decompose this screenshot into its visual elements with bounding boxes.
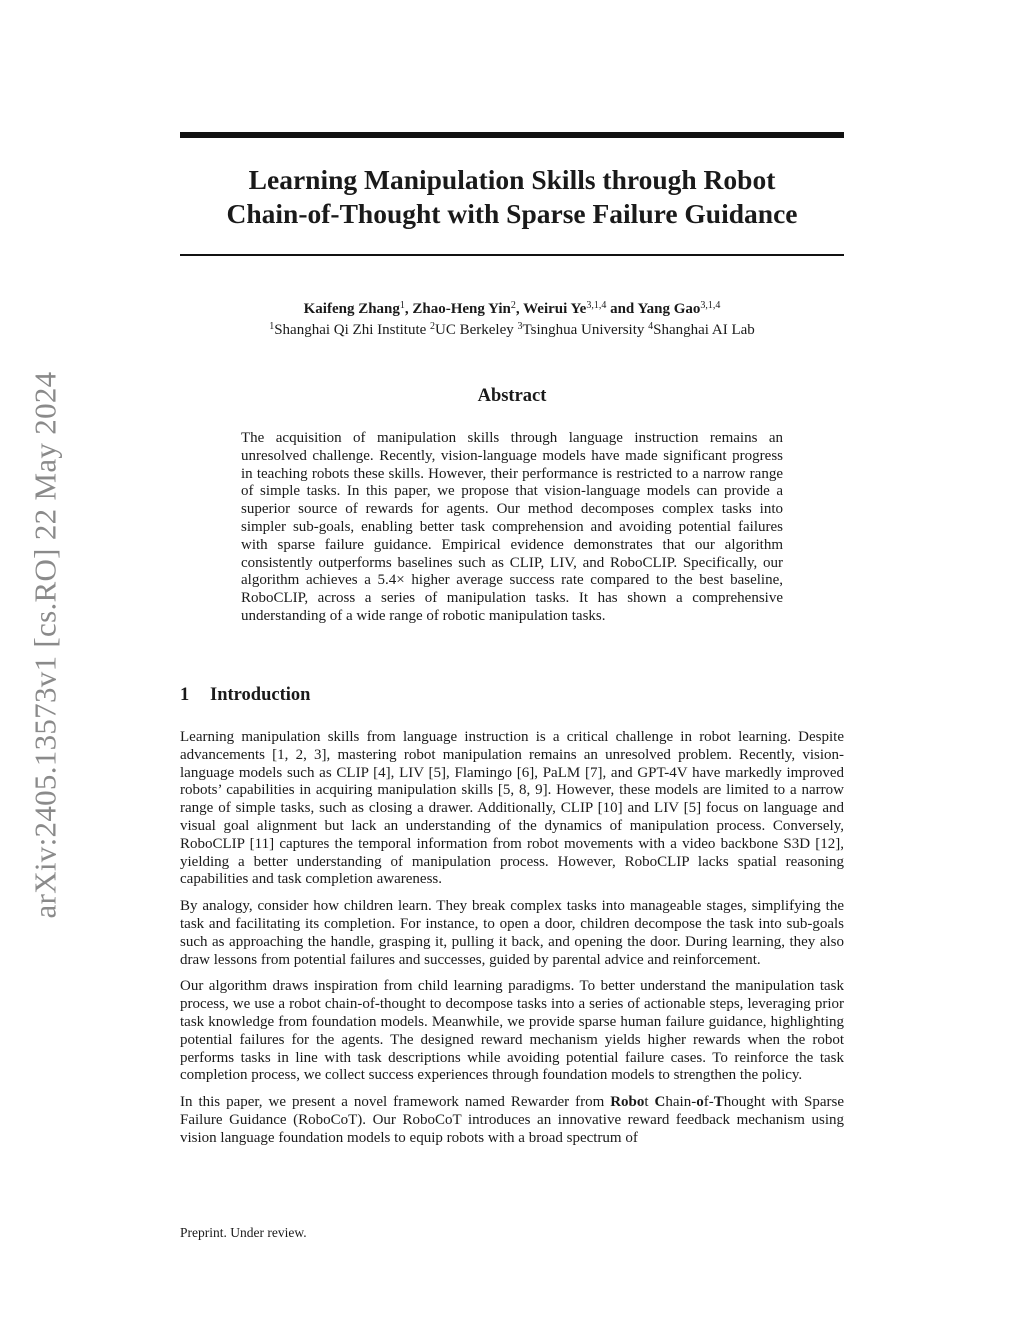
author-separator: , (515, 301, 524, 317)
framework-name-part: C (654, 1094, 666, 1111)
author-affiliation-marker: 3,1,4 (586, 300, 607, 311)
author-name: Zhao-Heng Yin (412, 301, 511, 317)
arxiv-identifier-sidebar (20, 345, 70, 945)
abstract-text: The acquisition of manipulation skills through language instruction remains an unresolved challenge. Recently, vision-language models have made significant progress in teaching robots these skills. However, their performance is restricted to a narrow range of simple tasks. In this paper, we propose that vision-language models can provide a superior source of rewards for agents. Our method decomposes complex tasks into simpler sub-goals, enabling better task comprehension and avoiding potential failures with sparse failure guidance. Empirical evidence demonstrates that our algorithm consistently outperforms baselines such as CLIP, LIV, and RoboCLIP. Specifically, our algorithm achieves a 5.4× higher average success rate compared to the best baseline, RoboCLIP, across a series of manipulation tasks. It has shown a comprehensive understanding of a wide range of robotic manipulation tasks. (241, 430, 783, 624)
affiliation-marker: 4 (648, 321, 654, 332)
affiliation-marker: 3 (517, 321, 523, 332)
arxiv-identifier: arXiv:2405.13573v1 [cs.RO] 22 May 2024 (27, 371, 63, 919)
abstract-heading: Abstract (477, 386, 547, 406)
framework-name-part: T (713, 1094, 724, 1111)
section-heading-introduction (180, 685, 310, 706)
paragraph (180, 1094, 844, 1147)
affiliation-marker: 2 (430, 321, 436, 332)
author-separator: and (606, 301, 638, 317)
section-number: 1 (180, 685, 190, 705)
title-line-2: Chain-of-Thought with Sparse Failure Guidance (226, 198, 798, 229)
affiliation-name: Shanghai AI Lab (653, 322, 755, 338)
affiliation-name: Shanghai Qi Zhi Institute (274, 322, 431, 338)
author-name: Kaifeng Zhang (303, 301, 400, 317)
paragraph-lead: In this paper, we present a novel framework named Rewarder from (180, 1094, 611, 1111)
title-rule-top (180, 132, 844, 138)
framework-name-part: t (644, 1094, 655, 1111)
framework-name-part: Robo (610, 1094, 645, 1111)
framework-name-part: hought (723, 1094, 766, 1111)
author-affiliation-marker: 3,1,4 (700, 300, 721, 311)
author-separator: , (404, 301, 413, 317)
author-names (180, 299, 844, 320)
title-rule-bottom (180, 254, 844, 256)
paragraph-tail: with Sparse Failure Guidance (RoboCoT). Our RoboCoT introduces an innovative reward feedback mechanism using vision language foundation models to equip robots with a broad spectrum of (180, 1094, 844, 1146)
author-affiliation-marker: 2 (510, 300, 516, 311)
framework-name-part: o (696, 1094, 704, 1111)
paper-title (180, 163, 844, 231)
framework-name-part: hain- (665, 1094, 697, 1111)
framework-name-part: f- (703, 1094, 714, 1111)
introduction-body (180, 729, 844, 1157)
author-block (180, 299, 844, 341)
affiliation-name: UC Berkeley (435, 322, 518, 338)
author-affiliation-marker: 1 (399, 300, 405, 311)
paragraph: Our algorithm draws inspiration from child learning paradigms. To better understand the manipulation task process, we use a robot chain-of-thought to decompose tasks into a series of actionable steps, leveraging prior task knowledge from foundation models. Meanwhile, we provide sparse human failure guidance, highlighting potential failures for the agents. The designed reward mechanism yields higher rewards when the robot performs tasks in line with task descriptions while avoiding potential failure cases. To reinforce the task completion process, we collect success experiences through foundation models to strengthen the policy. (180, 978, 844, 1084)
paragraph: By analogy, consider how children learn. They break complex tasks into manageable stages, simplifying the task and facilitating its completion. For instance, to open a door, children decompose the task into sub-goals such as approaching the handle, grasping it, pulling it back, and opening the door. During learning, they also draw lessons from potential failures and successes, guided by parental advice and reinforcement. (180, 898, 844, 968)
preprint-note: Preprint. Under review. (180, 1225, 307, 1240)
paragraph: Learning manipulation skills from language instruction is a critical challenge in robot learning. Despite advancements [1, 2, 3], mastering robot manipulation remains an unresolved problem. Recently, vision-language models such as CLIP [4], LIV [5], Flamingo [6], PaLM [7], and GPT-4V have markedly improved robots’ capabilities in acquiring manipulation skills [5, 8, 9]. However, these models are limited to a narrow range of simple tasks, such as closing a drawer. Additionally, CLIP [10] and LIV [5] focus on language and visual goal alignment but lack an understanding of the dynamics of manipulation process. Conversely, RoboCLIP [11] captures the temporal information from robot movements with a video backbone S3D [12], yielding a better understanding of manipulation process. However, RoboCLIP lacks spatial reasoning capabilities and task completion awareness. (180, 729, 844, 888)
affiliation-marker: 1 (269, 321, 275, 332)
affiliation-name: Tsinghua University (522, 322, 649, 338)
framework-name (610, 1094, 765, 1110)
title-line-1: Learning Manipulation Skills through Robot (248, 164, 776, 195)
author-name: Weirui Ye (523, 301, 587, 317)
affiliations (180, 320, 844, 341)
section-title: Introduction (210, 685, 311, 705)
author-name: Yang Gao (637, 301, 701, 317)
